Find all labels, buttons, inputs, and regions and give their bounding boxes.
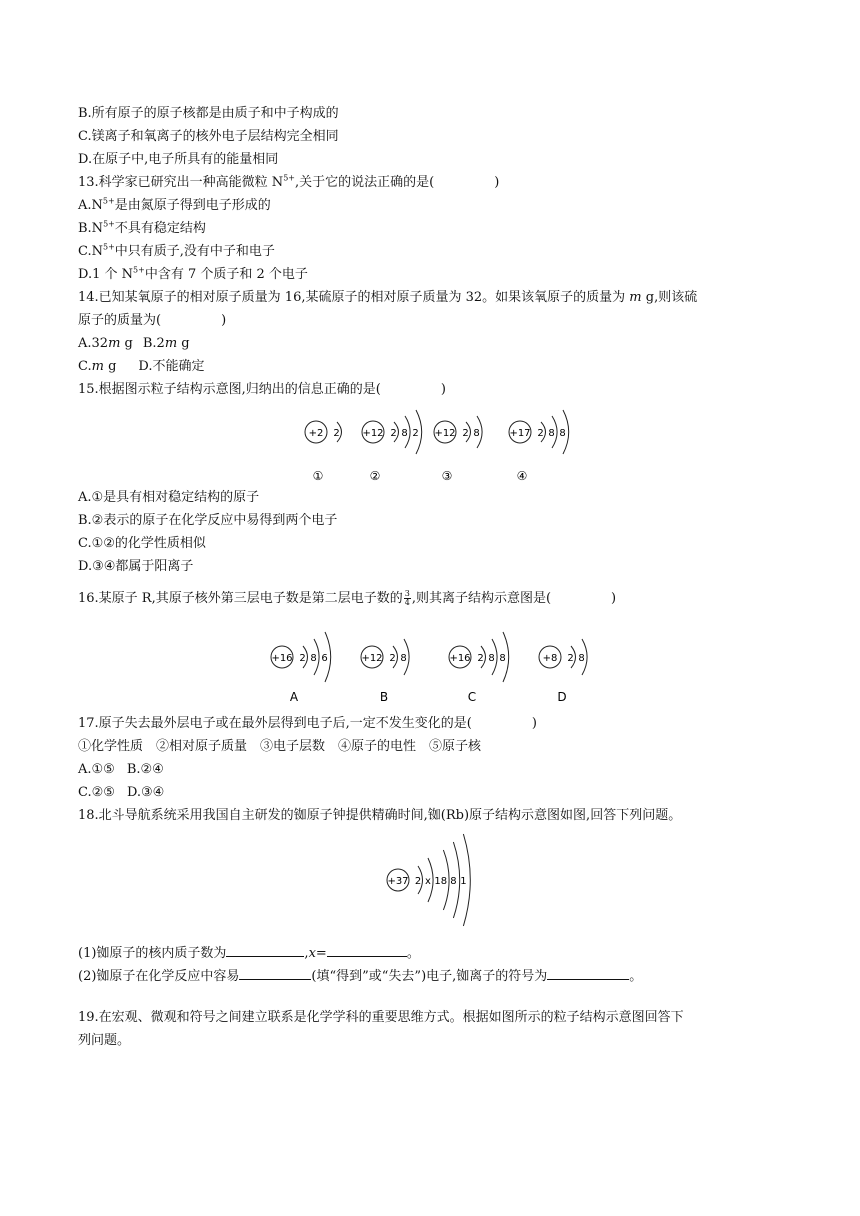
shell-electron-count: 8 — [473, 428, 480, 439]
diagram-label: ③ — [441, 469, 453, 483]
atom-diagram — [387, 834, 470, 926]
q19-stem-line1: 19.在宏观、微观和符号之间建立联系是化学学科的重要思维方式。根据如图所示的粒子结构示意图回答下 — [78, 1010, 684, 1025]
q17-items: ①化学性质 ②相对原子质量 ③电子层数 ④原子的电性 ⑤原子核 — [78, 739, 482, 754]
shell-electron-count: 2 — [567, 653, 574, 664]
q15-option-c: C.①②的化学性质相似 — [78, 536, 206, 551]
q17-options-ab: A.①⑤ B.②④ — [78, 762, 164, 777]
shell-electron-count: 2 — [414, 876, 422, 887]
q12-option-d: D.在原子中,电子所具有的能量相同 — [78, 152, 279, 167]
atom-diagram — [509, 410, 569, 483]
shell-electron-count: 8 — [499, 653, 506, 664]
shell-electron-count: 8 — [400, 653, 407, 664]
atom-diagram — [434, 416, 482, 483]
q15-structure-diagrams — [290, 396, 580, 488]
atom-diagram — [361, 639, 409, 704]
shell-electron-count: 8 — [401, 428, 408, 439]
diagram-label: D — [557, 690, 567, 704]
diagram-label: ② — [369, 469, 381, 483]
shell-electron-count: 2 — [412, 428, 419, 439]
diagram-label: ④ — [516, 469, 528, 483]
shell-electron-count: 2 — [462, 428, 469, 439]
q12-option-b: B.所有原子的原子核都是由质子和中子构成的 — [78, 106, 339, 121]
q13-option-a: $A.N^{5+}$是由氮原子得到电子形成的 — [78, 196, 271, 213]
atom-diagram — [449, 632, 509, 704]
shell-electron-count: 8 — [450, 876, 457, 887]
q13-option-d: D.1 个 $N^{5+}$中含有 7 个质子和 2 个电子 — [78, 265, 308, 282]
q16-ion-diagrams — [262, 614, 632, 708]
shell-electron-count: 8 — [488, 653, 495, 664]
q16-stem: 16.某原子 R,其原子核外第三层电子数是第二层电子数的 $\frac{3}{4}$ ,则其离子结构示意图是( ) — [78, 589, 617, 607]
nucleus-charge: +2 — [308, 428, 324, 439]
shell-electron-count: x — [425, 876, 431, 887]
shell-electron-count: 2 — [477, 653, 484, 664]
q13-option-c: $C.N^{5+}$中只有质子,没有中子和电子 — [78, 242, 275, 259]
q18-stem: 18.北斗导航系统采用我国自主研发的铷原子钟提供精确时间,铷(Rb)原子结构示意图如图,回答下列问题。 — [78, 808, 682, 823]
nucleus-charge: +12 — [362, 428, 384, 439]
shell-electron-count: 1 — [460, 876, 467, 887]
q13-option-b: $B.N^{5+}$不具有稳定结构 — [78, 219, 206, 236]
shell-electron-count: 8 — [559, 428, 566, 439]
q14-options-cd: C.m g D.不能确定 — [78, 359, 205, 374]
q17-options-cd: C.②⑤ D.③④ — [78, 785, 165, 800]
shell-electron-count: 8 — [310, 653, 317, 664]
shell-electron-count: 2 — [537, 428, 544, 439]
diagram-label: ① — [312, 469, 324, 483]
q19-stem-line2: 列问题。 — [78, 1033, 131, 1048]
fraction-three-quarters: $\frac{3}{4}$ — [404, 589, 410, 607]
shell-electron-count: 8 — [578, 653, 585, 664]
shell-electron-count: 18 — [434, 876, 448, 887]
q15-option-d: D.③④都属于阳离子 — [78, 559, 194, 574]
nucleus-charge: +17 — [509, 428, 531, 439]
nucleus-charge: +16 — [271, 653, 293, 664]
nucleus-charge: +8 — [542, 653, 558, 664]
q14-stem-line2: 原子的质量为( ) — [78, 313, 227, 328]
q17-stem: 17.原子失去最外层电子或在最外层得到电子后,一定不发生变化的是( ) — [78, 716, 537, 731]
atom-diagram — [271, 632, 331, 704]
q18-part1: (1)铷原子的核内质子数为 ,x= 。 — [78, 946, 420, 961]
atom-diagram — [305, 421, 342, 483]
answer-blank[interactable] — [547, 967, 629, 980]
q12-option-c: C.镁离子和氧离子的核外电子层结构完全相同 — [78, 129, 339, 144]
answer-blank[interactable] — [226, 944, 304, 957]
nucleus-charge: +37 — [387, 876, 409, 887]
atom-diagram — [539, 639, 587, 704]
diagram-label: C — [467, 690, 477, 704]
q15-option-a: A.①是具有相对稳定结构的原子 — [78, 490, 260, 505]
nucleus-charge: +16 — [449, 653, 471, 664]
nucleus-charge: +12 — [361, 653, 383, 664]
q18-part2: (2)铷原子在化学反应中容易 (填“得到”或“失去”)电子,铷离子的符号为 。 — [78, 969, 643, 984]
answer-blank[interactable] — [239, 967, 311, 980]
shell-electron-count: 2 — [390, 428, 397, 439]
q18-rubidium-diagram — [378, 832, 488, 928]
q13-stem: 13.科学家已研究出一种高能微粒 $N^{5+}$,关于它的说法正确的是( ) — [78, 173, 500, 190]
q14-options-ab: A.32m g B.2m g — [78, 336, 190, 351]
shell-electron-count: 2 — [389, 653, 396, 664]
answer-blank[interactable] — [327, 944, 407, 957]
diagram-label: A — [289, 690, 299, 704]
atom-diagram — [362, 410, 422, 483]
shell-electron-count: 6 — [321, 653, 328, 664]
q15-stem: 15.根据图示粒子结构示意图,归纳出的信息正确的是( ) — [78, 382, 446, 397]
nucleus-charge: +12 — [434, 428, 456, 439]
shell-electron-count: 2 — [333, 428, 340, 439]
q14-stem-line1: 14.已知某氧原子的相对原子质量为 16,某硫原子的相对原子质量为 32。如果该氧原子的质量为 m g,则该硫 — [78, 290, 698, 305]
q15-option-b: B.②表示的原子在化学反应中易得到两个电子 — [78, 513, 338, 528]
shell-electron-count: 8 — [548, 428, 555, 439]
diagram-label: B — [379, 690, 389, 704]
shell-electron-count: 2 — [299, 653, 306, 664]
